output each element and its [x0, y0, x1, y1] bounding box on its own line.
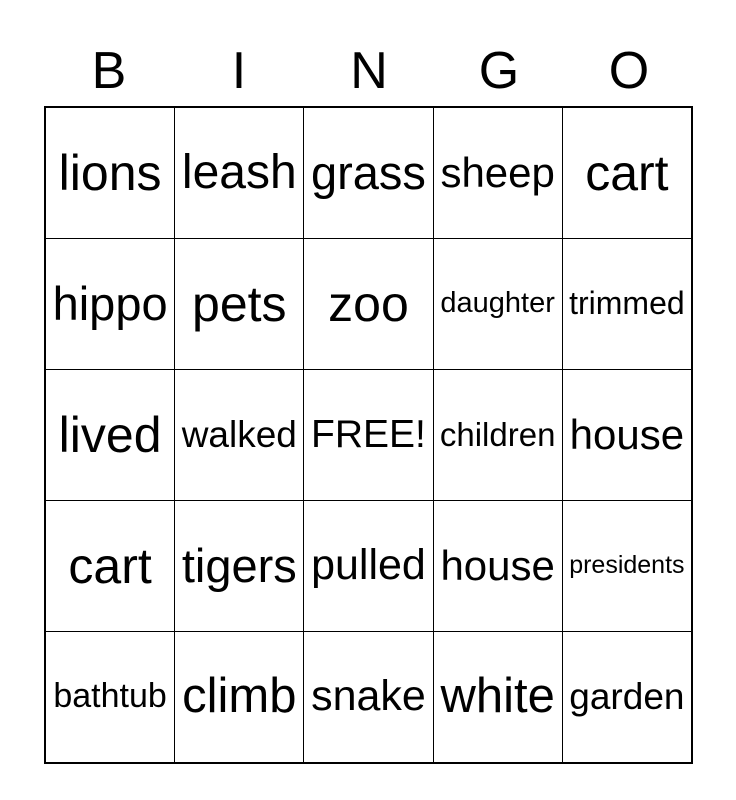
header-letter-g: G	[478, 42, 520, 100]
bingo-cell-r1c0[interactable]	[45, 239, 175, 370]
bingo-cell-r3c1[interactable]	[175, 501, 304, 632]
cell-word: lived	[58, 406, 162, 463]
bingo-cell-r3c3[interactable]	[433, 501, 562, 632]
cell-word: white	[440, 669, 555, 724]
bingo-cell-r1c4[interactable]	[562, 239, 692, 370]
bingo-cell-r2c3[interactable]	[433, 370, 562, 501]
cell-word: pets	[192, 275, 287, 332]
bingo-cell-r3c0[interactable]	[45, 501, 175, 632]
cell-word: sheep	[440, 148, 555, 196]
cell-word: house	[440, 541, 555, 589]
header-letter-n: N	[350, 42, 388, 100]
bingo-cell-r4c1[interactable]	[175, 632, 304, 764]
bingo-cell-r0c2[interactable]	[304, 107, 433, 239]
free-space-cell[interactable]	[304, 370, 433, 501]
cell-word: leash	[181, 145, 297, 199]
bingo-row	[45, 501, 692, 632]
cell-word: snake	[311, 672, 426, 721]
cell-word: lions	[58, 144, 162, 201]
bingo-cell-r3c2[interactable]	[304, 501, 433, 632]
bingo-cell-r0c0[interactable]	[45, 107, 175, 239]
bingo-row	[45, 107, 692, 239]
bingo-cell-r2c0[interactable]	[45, 370, 175, 501]
cell-word: zoo	[328, 275, 409, 332]
header-letter-i: I	[231, 42, 247, 100]
cell-word: grass	[311, 146, 426, 200]
bingo-header	[44, 40, 694, 102]
bingo-cell-r1c2[interactable]	[304, 239, 433, 370]
bingo-row	[45, 370, 692, 501]
bingo-cell-r4c4[interactable]	[562, 632, 692, 764]
bingo-cell-r1c1[interactable]	[175, 239, 304, 370]
bingo-cell-r0c1[interactable]	[175, 107, 304, 239]
cell-word: house	[569, 410, 685, 458]
header-letter-o: O	[608, 42, 650, 100]
bingo-row	[45, 632, 692, 764]
bingo-cell-r3c4[interactable]	[562, 501, 692, 632]
free-space-label: FREE!	[311, 412, 426, 456]
cell-word: cart	[68, 537, 152, 594]
bingo-cell-r2c4[interactable]	[562, 370, 692, 501]
cell-word: cart	[585, 144, 669, 201]
cell-word: climb	[182, 669, 297, 724]
header-letter-b: B	[91, 42, 127, 100]
bingo-cell-r4c3[interactable]	[433, 632, 562, 764]
bingo-row	[45, 239, 692, 370]
bingo-cell-r0c4[interactable]	[562, 107, 692, 239]
cell-word: daughter	[440, 287, 555, 320]
bingo-grid	[44, 106, 693, 764]
bingo-cell-r1c3[interactable]	[433, 239, 562, 370]
cell-word: garden	[569, 675, 685, 717]
bingo-cell-r4c2[interactable]	[304, 632, 433, 764]
cell-word: tigers	[181, 539, 297, 593]
cell-word: pulled	[311, 541, 426, 590]
cell-word: presidents	[569, 551, 685, 580]
bingo-cell-r4c0[interactable]	[45, 632, 175, 764]
cell-word: bathtub	[53, 677, 167, 716]
cell-word: walked	[181, 413, 297, 455]
bingo-cell-r2c1[interactable]	[175, 370, 304, 501]
cell-word: trimmed	[569, 285, 685, 322]
cell-word: hippo	[52, 277, 168, 331]
cell-word: children	[439, 415, 556, 453]
bingo-cell-r0c3[interactable]	[433, 107, 562, 239]
